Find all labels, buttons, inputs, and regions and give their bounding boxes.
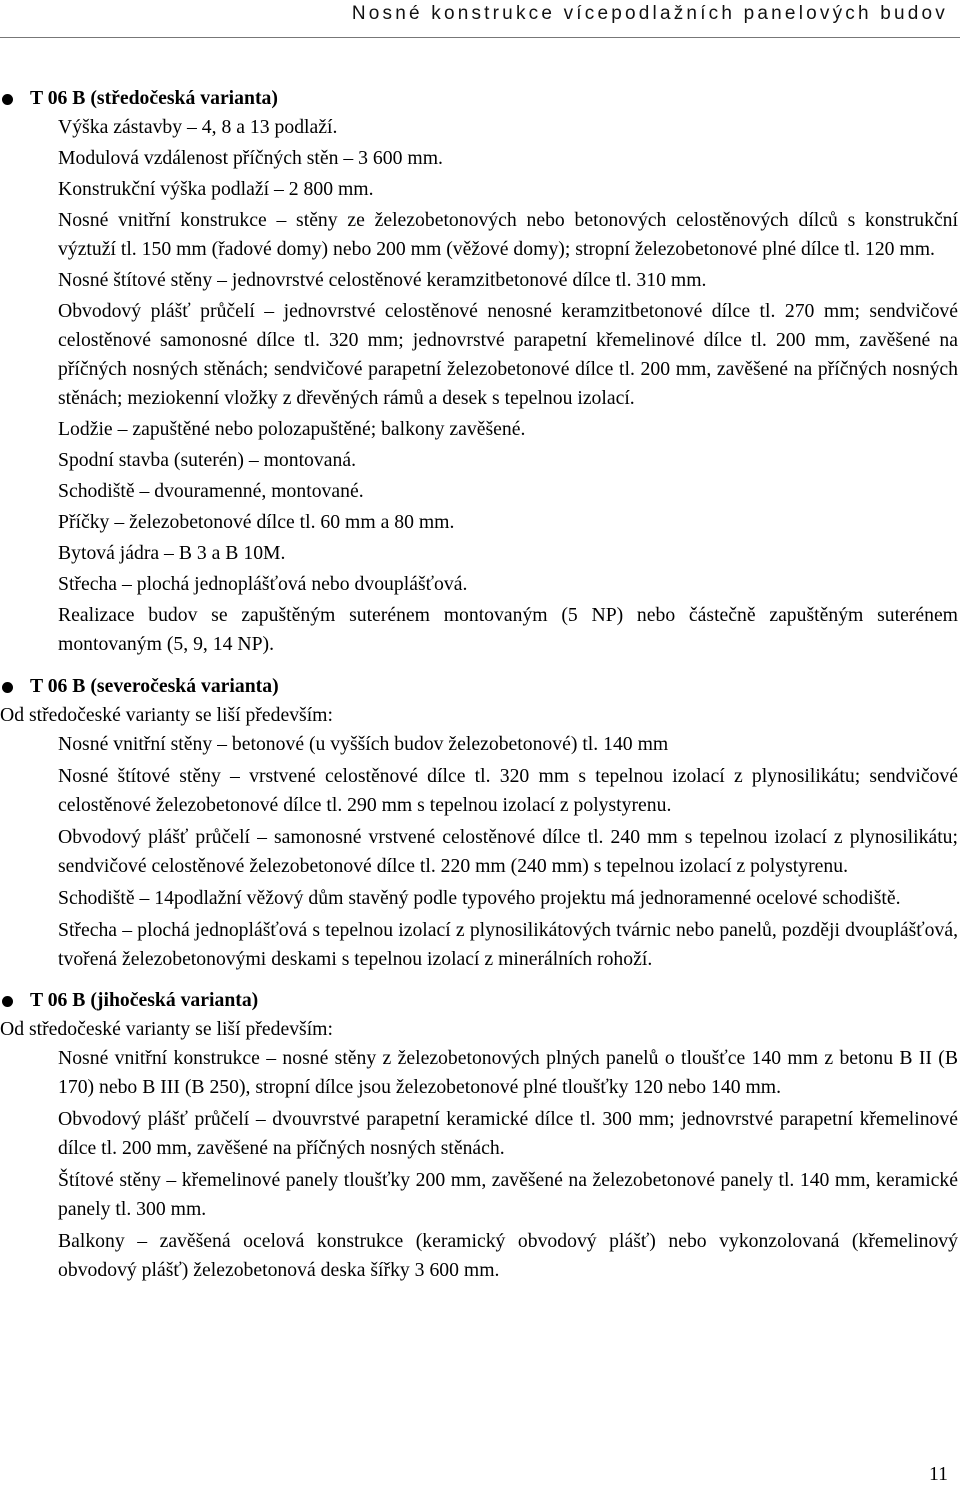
paragraph: Střecha – plochá jednoplášťová nebo dvouplášťová. [58, 573, 468, 595]
paragraph: Obvodový plášť průčelí – samonosné vrstvené celostěnové dílce tl. 240 mm s tepelnou izolací z plynosilikátu; sendvičové celostěnové železobetonové dílce tl. 220 mm (240 mm) s tepelnou izolací z polystyrenu. [58, 826, 958, 877]
running-header: Nosné konstrukce vícepodlažních panelových budov [351, 3, 948, 24]
section-severoceska [0, 672, 958, 974]
paragraph: Bytová jádra – B 3 a B 10M. [58, 542, 286, 564]
section-stredoceska [0, 84, 958, 659]
paragraph: Schodiště – 14podlažní věžový dům stavěný podle typového projektu má jednoramenné ocelové schodiště. [58, 887, 901, 909]
section-title: T 06 B (středočeská varianta) [30, 87, 278, 109]
paragraph: Štítové stěny – křemelinové panely tloušťky 200 mm, zavěšené na železobetonové panely tl. 140 mm, keramické panely tl. 300 mm. [58, 1169, 958, 1220]
section-intro: Od středočeské varianty se liší především: [0, 1018, 333, 1040]
paragraph: Realizace budov se zapuštěným suterénem montovaným (5 NP) nebo částečně zapuštěným suterénem montovaným (5, 9, 14 NP). [58, 604, 958, 655]
paragraph: Nosné vnitřní stěny – betonové (u vyšších budov železobetonové) tl. 140 mm [58, 733, 669, 755]
section-intro: Od středočeské varianty se liší především: [0, 704, 333, 726]
paragraph: Příčky – železobetonové dílce tl. 60 mm a 80 mm. [58, 511, 455, 533]
paragraph: Výška zástavby – 4, 8 a 13 podlaží. [58, 116, 338, 138]
bullet-icon [2, 996, 13, 1007]
section-title: T 06 B (jihočeská varianta) [30, 989, 259, 1011]
paragraph: Balkony – zavěšená ocelová konstrukce (keramický obvodový plášť) nebo vykonzolovaná (křemelinový obvodový plášť) železobetonová deska šířky 3 600 mm. [58, 1230, 958, 1281]
paragraph: Nosné štítové stěny – vrstvené celostěnové dílce tl. 320 mm s tepelnou izolací z plynosilikátu; sendvičové celostěnové železobetonové dílce tl. 290 mm s tepelnou izolací z polystyrenu. [58, 765, 958, 816]
bullet-icon [2, 94, 13, 105]
paragraph: Konstrukční výška podlaží – 2 800 mm. [58, 178, 374, 200]
paragraph: Modulová vzdálenost příčných stěn – 3 600 mm. [58, 147, 443, 169]
header-rule [0, 37, 960, 38]
paragraph: Nosné štítové stěny – jednovrstvé celostěnové keramzitbetonové dílce tl. 310 mm. [58, 269, 707, 291]
paragraph: Obvodový plášť průčelí – dvouvrstvé parapetní keramické dílce tl. 300 mm; jednovrstvé parapetní křemelinové dílce tl. 200 mm, zavěšené na příčných nosných stěnách. [58, 1108, 958, 1159]
paragraph: Nosné vnitřní konstrukce – stěny ze železobetonových nebo betonových celostěnových dílců s konstrukční výztuží tl. 150 mm (řadové domy) nebo 200 mm (věžové domy); stropní železobetonové plné dílce tl. 120 mm. [58, 209, 958, 260]
page-body [0, 84, 958, 1285]
paragraph: Střecha – plochá jednoplášťová s tepelnou izolací z plynosilikátových tvárnic nebo panelů, později dvouplášťová, tvořená železobetonovými deskami s tepelnou izolací z minerálních rohoží. [58, 919, 958, 970]
paragraph: Nosné vnitřní konstrukce – nosné stěny z železobetonových plných panelů o tloušťce 140 mm z betonu B II (B 170) nebo B III (B 250), stropní dílce jsou železobetonové plné tloušťky 120 nebo 140 mm. [58, 1047, 958, 1098]
paragraph: Spodní stavba (suterén) – montovaná. [58, 449, 356, 471]
section-title: T 06 B (severočeská varianta) [30, 675, 279, 697]
paragraph: Schodiště – dvouramenné, montované. [58, 480, 364, 502]
section-jihoceska [0, 986, 958, 1285]
bullet-icon [2, 682, 13, 693]
page-number: 11 [929, 1463, 948, 1485]
paragraph: Obvodový plášť průčelí – jednovrstvé celostěnové nenosné keramzitbetonové dílce tl. 270 mm; sendvičové celostěnové samonosné dílce tl. 320 mm; jednovrstvé parapetní křemelinové dílce tl. 200 mm, zavěšené na příčných nosných stěnách; sendvičové parapetní železobetonové dílce tl. 200 mm, zavěšené na příčných nosných stěnách; meziokenní vložky z dřevěných rámů a desek s tepelnou izolací. [58, 300, 958, 409]
paragraph: Lodžie – zapuštěné nebo polozapuštěné; balkony zavěšené. [58, 418, 526, 440]
